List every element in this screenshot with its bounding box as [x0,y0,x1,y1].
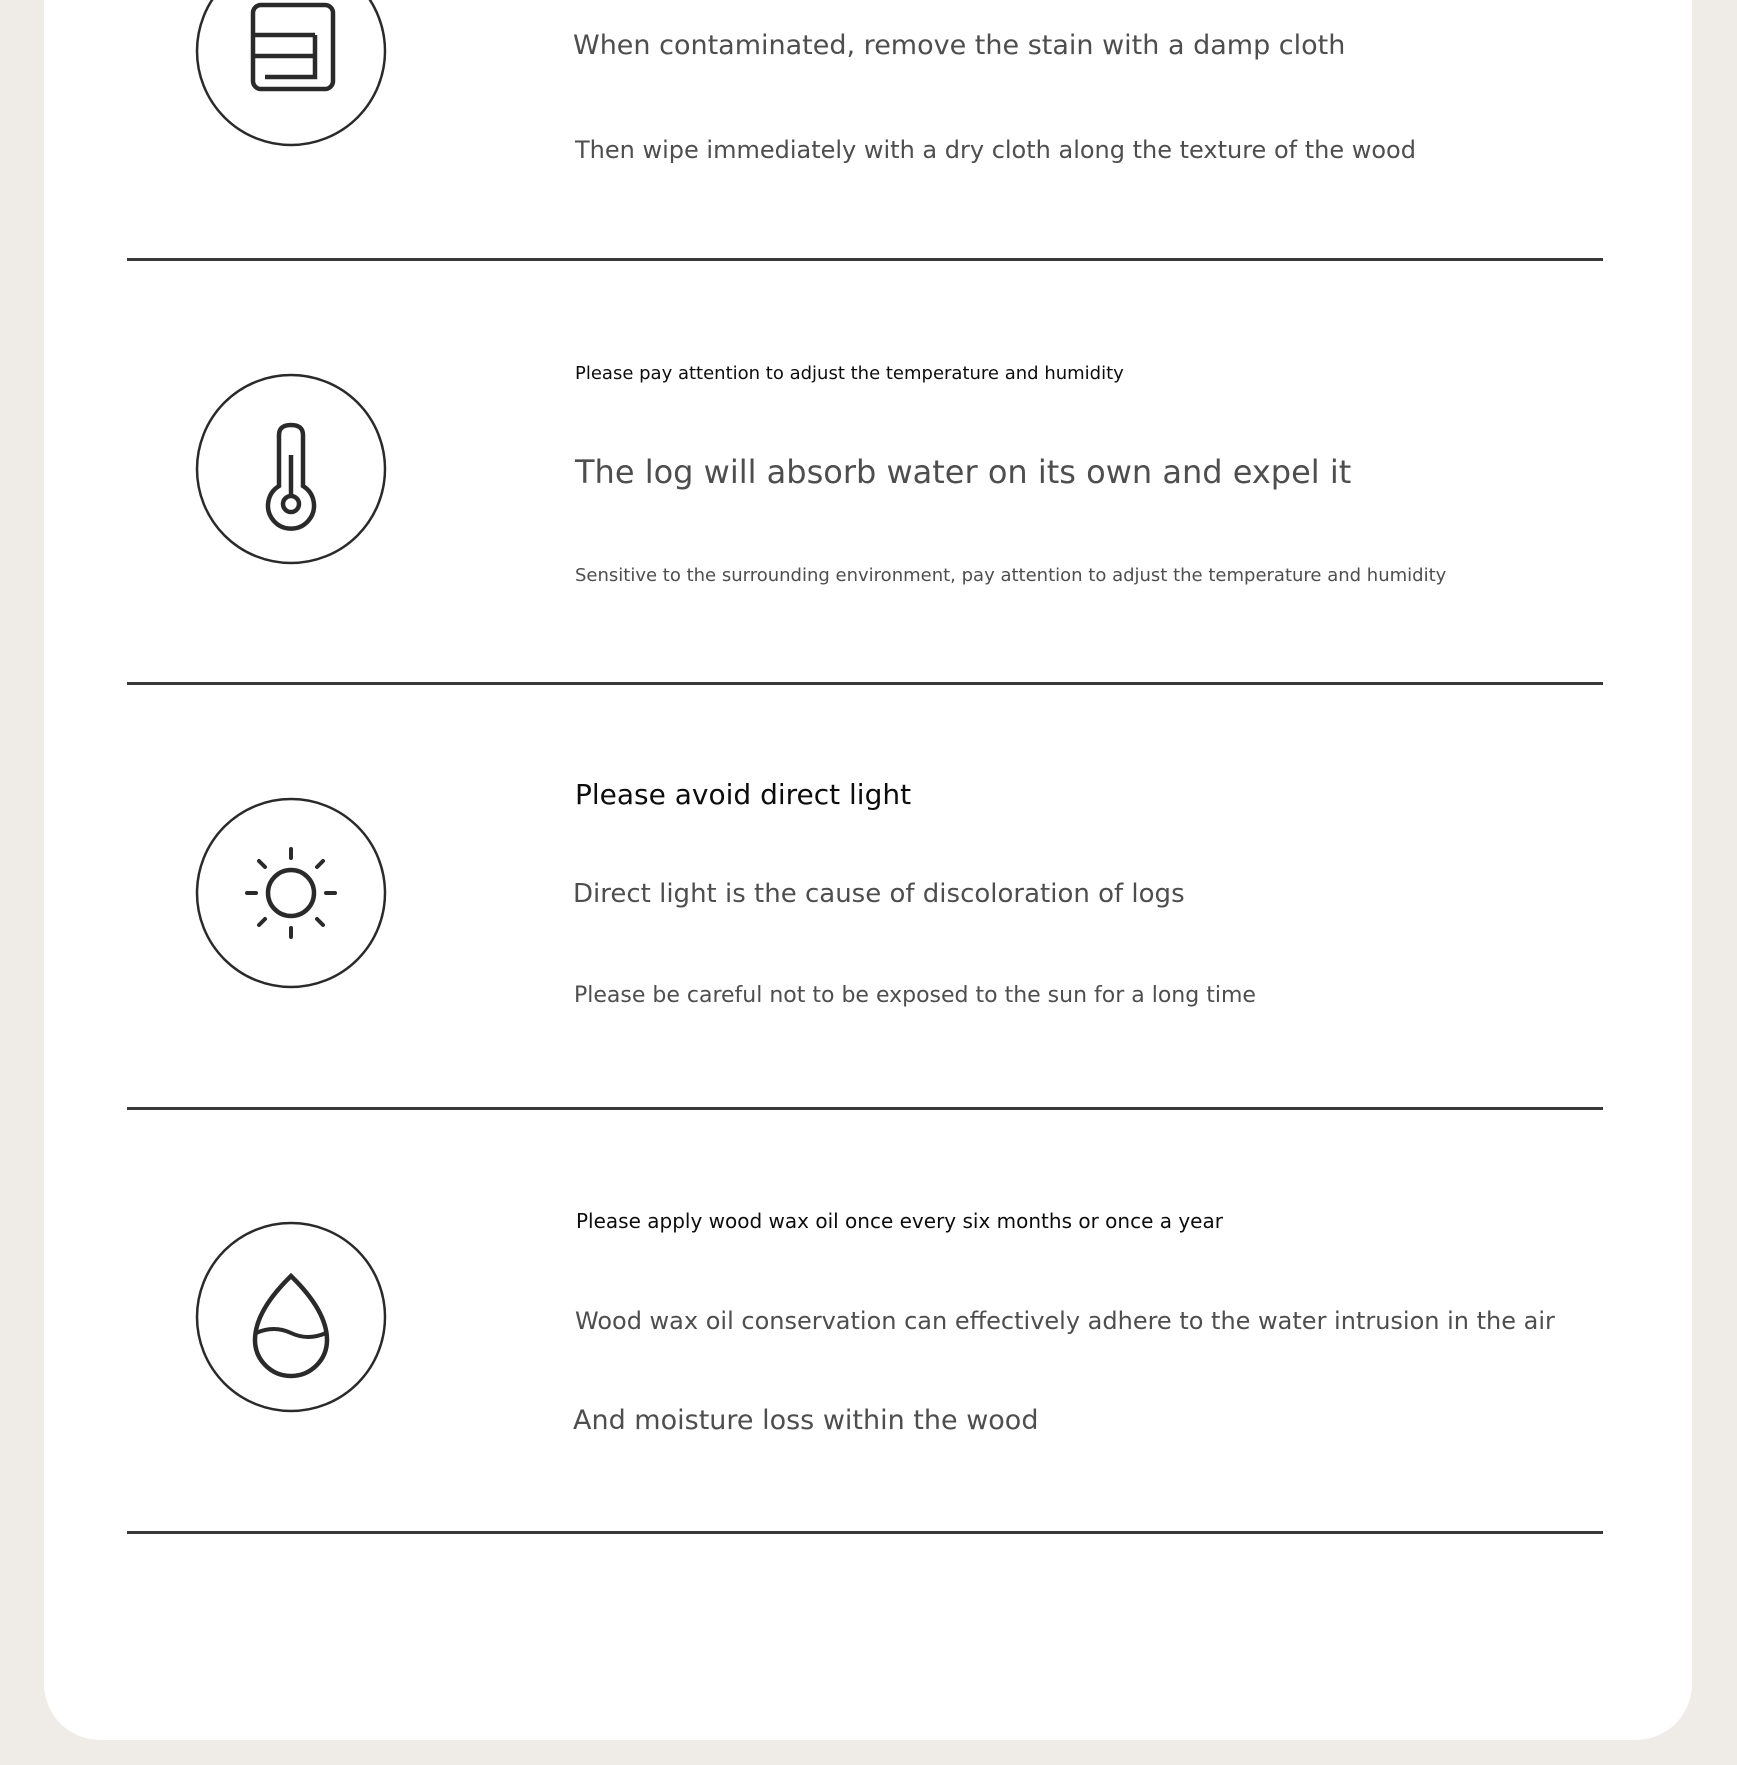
section-4-line-3: And moisture loss within the wood [573,1405,1039,1436]
section-3-line-3: Please be careful not to be exposed to the sun for a long time [574,983,1256,1008]
section-2-line-3: Sensitive to the surrounding environment, pay attention to adjust the temperature and humidity [575,565,1447,586]
divider [127,258,1603,261]
section-2-line-1: Please pay attention to adjust the temperature and humidity [575,363,1124,384]
divider [127,1531,1603,1534]
section-1-line-2: Then wipe immediately with a dry cloth along the texture of the wood [575,136,1416,164]
water-drop-icon [195,1221,387,1413]
section-2-line-2: The log will absorb water on its own and expel it [575,453,1352,491]
section-1-line-1: When contaminated, remove the stain with a damp cloth [573,30,1346,61]
divider [127,682,1603,685]
section-3-line-1: Please avoid direct light [575,778,912,811]
section-4-line-1: Please apply wood wax oil once every six months or once a year [576,1209,1223,1233]
section-3-line-2: Direct light is the cause of discoloration of logs [573,879,1185,909]
section-4-line-2: Wood wax oil conservation can effectively adhere to the water intrusion in the air [575,1307,1555,1335]
divider [127,1107,1603,1110]
sun-icon [195,797,387,989]
thermometer-icon [195,373,387,565]
cloth-icon [195,0,387,147]
